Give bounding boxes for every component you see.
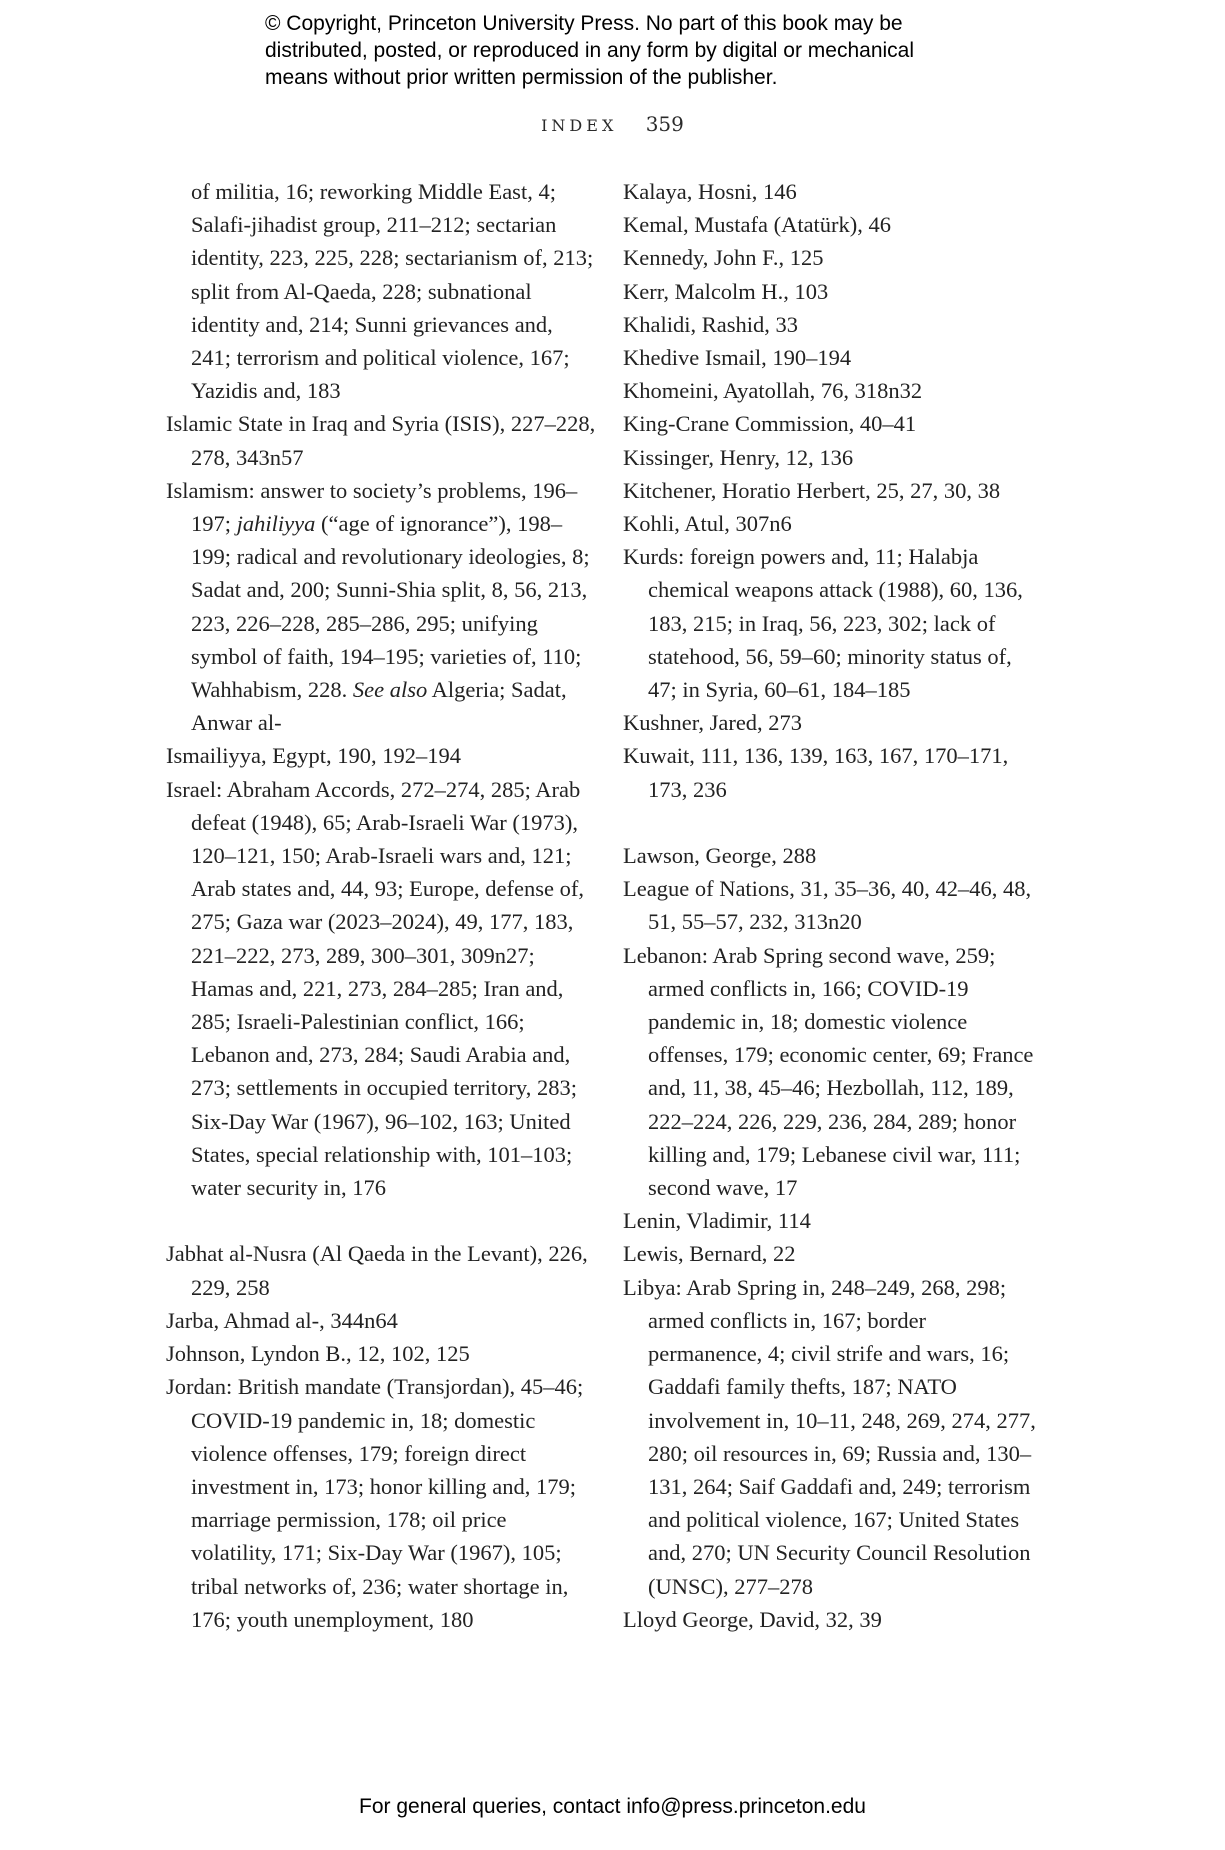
index-entry: Kissinger, Henry, 12, 136 [623, 444, 854, 470]
index-entry [166, 474, 596, 740]
index-entry: Khedive Ismail, 190–194 [623, 345, 852, 371]
index-entry: King-Crane Commission, 40–41 [623, 411, 917, 437]
see-also-label: See also [352, 677, 428, 703]
entry-text: Algeria; Sadat, Anwar al- [191, 677, 567, 736]
footer-contact: For general queries, contact info@press.princeton.edu [359, 1795, 866, 1818]
page-number: 359 [645, 112, 684, 136]
index-entry: Israel: Abraham Accords, 272–274, 285; Arab defeat (1948), 65; Arab-Israeli War (1973), 120–121, 150; Arab-Israeli wars and, 121; Arab states and, 44, 93; Europe, defense of, 275; Gaza war (2023–2024), 49, 177, 183, 221–222, 273, 289, 300–301, 309n27; Hamas and, 221, 273, 284–285; Iran and, 285; Israeli-Palestinian conflict, 166; Lebanon and, 273, 284; Saudi Arabia and, 273; settlements in occupied territory, 283; Six-Day War (1967), 96–102, 163; United States, special relationship with, 101–103; water security in, 176 [166, 776, 585, 1201]
index-entry: League of Nations, 31, 35–36, 40, 42–46, 48, 51, 55–57, 232, 313n20 [623, 876, 1032, 935]
index-entry: Libya: Arab Spring in, 248–249, 268, 298; armed conflicts in, 167; border permanence, 4; civil strife and wars, 16; Gaddafi family thefts, 187; NATO involvement in, 10–11, 248, 269, 274, 277, 280; oil resources in, 69; Russia and, 130–131, 264; Saif Gaddafi and, 249; terrorism and political violence, 167; United States and, 270; UN Security Council Resolution (UNSC), 277–278 [623, 1274, 1036, 1599]
index-entry: Lloyd George, David, 32, 39 [623, 1606, 882, 1632]
index-entry: Jarba, Ahmad al-, 344n64 [166, 1307, 398, 1333]
running-head [0, 112, 1225, 136]
letter-group-gap [166, 1204, 596, 1237]
running-head-title: INDEX [541, 116, 618, 135]
copyright-line-2: distributed, posted, or reproduced in any form by digital or mechanical [265, 39, 915, 62]
index-entry: Islamic State in Iraq and Syria (ISIS), 227–228, 278, 343n57 [166, 411, 596, 470]
index-entry: Khomeini, Ayatollah, 76, 318n32 [623, 378, 923, 404]
index-entry: Kalaya, Hosni, 146 [623, 179, 797, 204]
index-entry: Kennedy, John F., 125 [623, 245, 824, 271]
index-entry: Lewis, Bernard, 22 [623, 1241, 796, 1267]
index-entry: Lawson, George, 288 [623, 843, 817, 869]
index-column-right [623, 175, 1043, 1636]
entry-text: Islamism: answer to society’s problems, 196–197; [166, 477, 578, 537]
copyright-line-1: © Copyright, Princeton University Press. No part of this book may be [265, 12, 903, 35]
index-entry: Kurds: foreign powers and, 11; Halabja chemical weapons attack (1988), 60, 136, 183, 215; in Iraq, 56, 223, 302; lack of statehood, 56, 59–60; minority status of, 47; in Syria, 60–61, 184–185 [623, 544, 1023, 703]
index-entry: Lebanon: Arab Spring second wave, 259; armed conflicts in, 166; COVID-19 pandemic in, 18; domestic violence offenses, 179; economic center, 69; France and, 11, 38, 45–46; Hezbollah, 112, 189, 222–224, 226, 229, 236, 284, 289; honor killing and, 179; Lebanese civil war, 111; second wave, 17 [623, 942, 1034, 1201]
index-entry: Kohli, Atul, 307n6 [623, 511, 792, 537]
index-entry: Kerr, Malcolm H., 103 [623, 278, 829, 304]
copyright-line-3: means without prior written permission of the publisher. [265, 66, 778, 89]
index-entry: Jordan: British mandate (Transjordan), 45–46; COVID-19 pandemic in, 18; domestic violence offenses, 179; foreign direct investment in, 173; honor killing and, 179; marriage permission, 178; oil price volatility, 171; Six-Day War (1967), 105; tribal networks of, 236; water shortage in, 176; youth unemployment, 180 [166, 1374, 584, 1632]
letter-group-gap [623, 806, 1043, 839]
index-entry: Jabhat al-Nusra (Al Qaeda in the Levant), 226, 229, 258 [166, 1241, 588, 1300]
index-entry: of militia, 16; reworking Middle East, 4; Salafi-jihadist group, 211–212; sectarian identity, 223, 225, 228; sectarianism of, 213; split from Al-Qaeda, 228; subnational identity and, 214; Sunni grievances and, 241; terrorism and political violence, 167; Yazidis and, 183 [191, 179, 594, 404]
index-entry: Lenin, Vladimir, 114 [623, 1208, 811, 1234]
index-entry: Johnson, Lyndon B., 12, 102, 125 [166, 1341, 470, 1367]
index-entry: Kushner, Jared, 273 [623, 710, 803, 736]
index-entry: Ismailiyya, Egypt, 190, 192–194 [166, 743, 461, 769]
index-column-left [166, 175, 596, 1636]
index-entry: Kitchener, Horatio Herbert, 25, 27, 30, 38 [623, 477, 1001, 503]
index-entry: Kemal, Mustafa (Atatürk), 46 [623, 212, 892, 238]
index-entry: Khalidi, Rashid, 33 [623, 311, 798, 337]
copyright-notice [265, 10, 1005, 91]
index-entry: Kuwait, 111, 136, 139, 163, 167, 170–171, 173, 236 [623, 743, 1009, 802]
entry-italic-term: jahiliyya [236, 511, 316, 537]
entry-text: (“age of ignorance”), 198–199; radical and revolutionary ideologies, 8; Sadat and, 200; Sunni-Shia split, 8, 56, 213, 223, 226–228, 285–286, 295; unifying symbol of faith, 194–195; varieties of, 110; Wahhabism, 228. [191, 511, 590, 703]
